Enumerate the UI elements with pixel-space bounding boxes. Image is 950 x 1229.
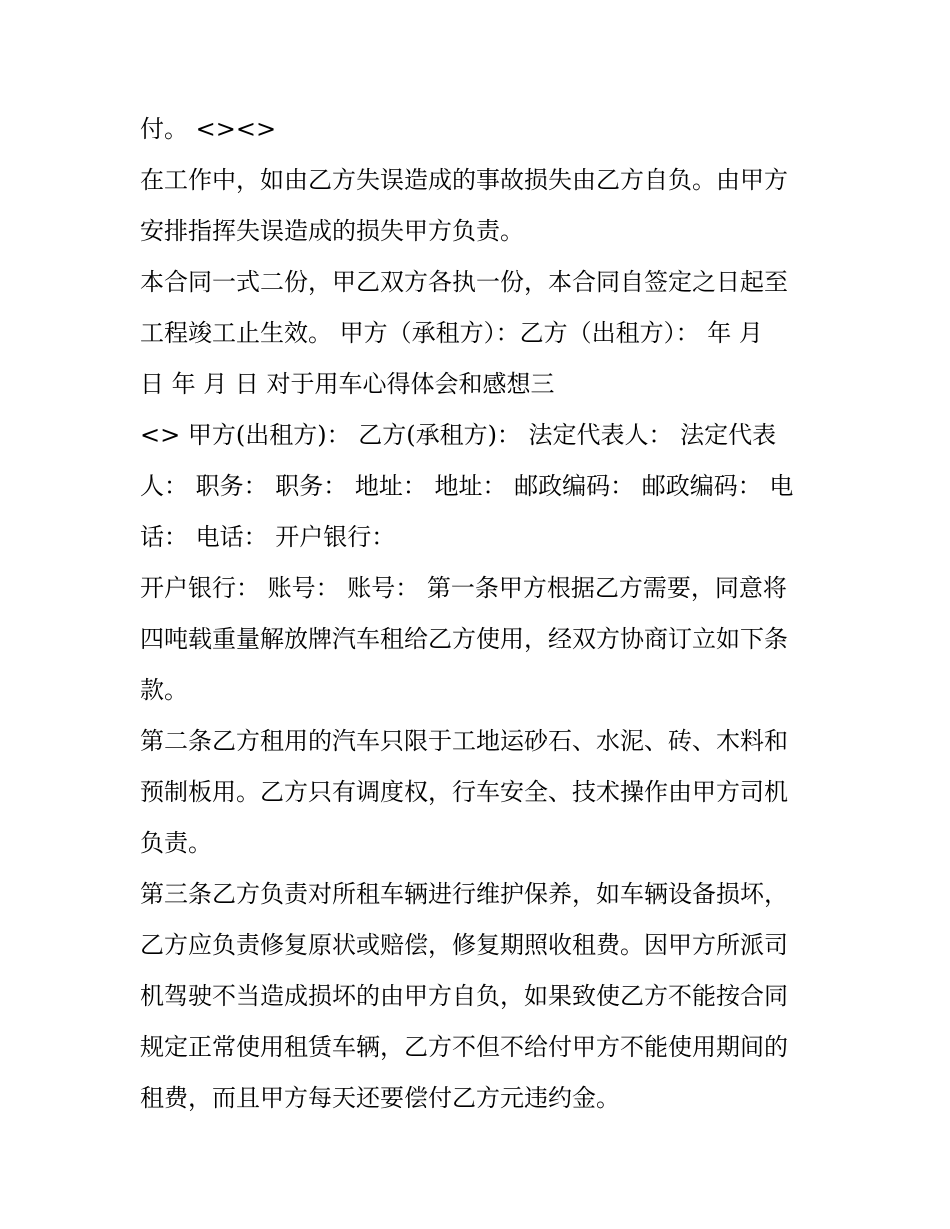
text-line: 第三条乙方负责对所租车辆进行维护保养，如车辆设备损坏， (140, 880, 788, 908)
text-line: 付。 <><> (140, 115, 277, 143)
text-line: <> 甲方(出租方)： 乙方(承租方)： 法定代表人： 法定代表 (140, 421, 777, 449)
text-line: 乙方应负责修复原状或赔偿，修复期照收租费。因甲方所派司 (140, 931, 788, 959)
text-line: 话： 电话： 开户银行： (140, 523, 396, 551)
text-line: 规定正常使用租赁车辆，乙方不但不给付甲方不能使用期间的 (140, 1033, 788, 1061)
text-line: 机驾驶不当造成损坏的由甲方自负，如果致使乙方不能按合同 (140, 982, 788, 1010)
text-line: 租费，而且甲方每天还要偿付乙方元违约金。 (140, 1084, 620, 1112)
text-line: 日 年 月 日 对于用车心得体会和感想三 (140, 370, 555, 398)
text-line: 负责。 (140, 829, 212, 857)
text-line: 安排指挥失误造成的损失甲方负责。 (140, 217, 524, 245)
text-line: 工程竣工止生效。 甲方（承租方）：乙方（出租方）： 年 月 (140, 319, 763, 347)
text-line: 款。 (140, 676, 188, 704)
document-body (140, 104, 820, 1124)
text-line: 第二条乙方租用的汽车只限于工地运砂石、水泥、砖、木料和 (140, 727, 788, 755)
text-line: 在工作中，如由乙方失误造成的事故损失由乙方自负。由甲方 (140, 166, 788, 194)
text-line: 人： 职务： 职务： 地址： 地址： 邮政编码： 邮政编码： 电 (140, 472, 794, 500)
text-line: 开户银行： 账号： 账号： 第一条甲方根据乙方需要，同意将 (140, 574, 787, 602)
text-line: 四吨载重量解放牌汽车租给乙方使用，经双方协商订立如下条 (140, 625, 788, 653)
text-line: 预制板用。乙方只有调度权，行车安全、技术操作由甲方司机 (140, 778, 788, 806)
text-line: 本合同一式二份，甲乙双方各执一份，本合同自签定之日起至 (140, 268, 788, 296)
